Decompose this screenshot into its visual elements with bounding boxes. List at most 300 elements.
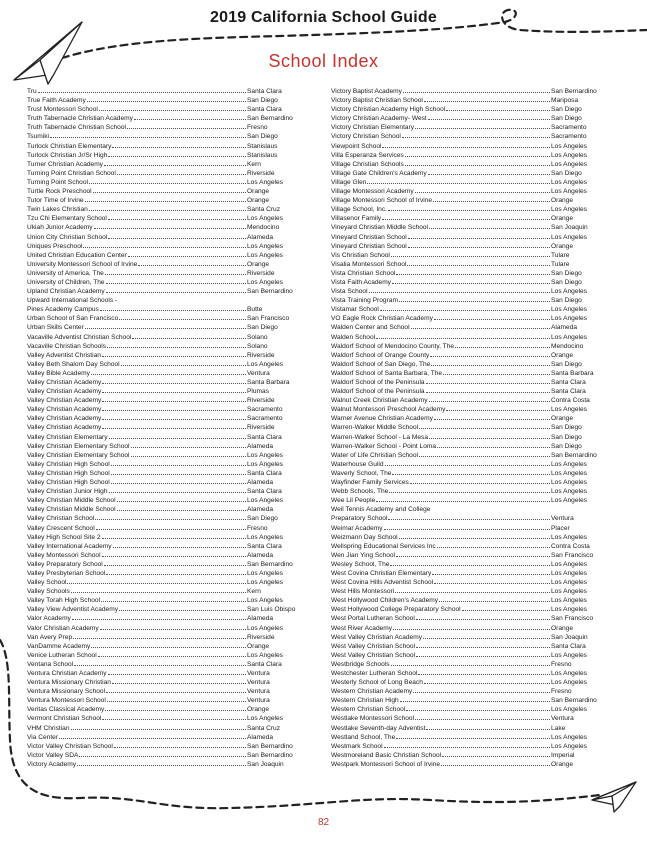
dot-leader	[380, 305, 550, 311]
dot-leader	[104, 160, 246, 166]
index-entry	[27, 442, 304, 451]
school-name: Turning Point School	[27, 178, 88, 186]
index-entry	[331, 724, 608, 733]
school-name: Walden School	[331, 333, 376, 341]
county-name: Los Angeles	[247, 178, 283, 186]
county-name: Los Angeles	[551, 579, 587, 587]
school-name: Tsumiki	[27, 133, 49, 141]
school-name: Turlock Christian Jr/Sr High	[27, 151, 108, 159]
dot-leader	[419, 451, 550, 457]
school-name: Waldorf School of Orange County	[331, 351, 430, 359]
dot-leader	[408, 242, 550, 248]
school-name: Westmark School	[331, 742, 383, 750]
dot-leader	[424, 96, 550, 102]
school-name: Vacaville Adventist Christian School	[27, 333, 132, 341]
dot-leader	[443, 369, 550, 375]
county-name: Alameda	[247, 506, 274, 514]
county-name: Los Angeles	[247, 579, 283, 587]
county-name: Los Angeles	[551, 460, 587, 468]
county-name: Sacramento	[247, 406, 283, 414]
school-name: Valley Christian Academy	[27, 388, 102, 396]
school-name: West Valley Christian Academy	[331, 633, 423, 641]
index-entry	[27, 714, 304, 723]
county-name: Los Angeles	[551, 306, 587, 314]
school-name: Turning Point Christian School	[27, 169, 116, 177]
index-entry	[331, 451, 608, 460]
dot-leader	[104, 560, 246, 566]
dot-leader	[429, 396, 550, 402]
school-name: Vista Training Program	[331, 297, 398, 305]
dot-leader	[392, 469, 550, 475]
index-entry	[27, 151, 304, 160]
county-name: San Francisco	[247, 315, 290, 323]
dot-leader	[100, 624, 246, 630]
index-entry	[27, 305, 304, 314]
index-entry	[27, 87, 304, 96]
school-name: Truth Tabernacle Christian School	[27, 124, 126, 132]
county-name: Ventura	[247, 688, 270, 696]
index-entry	[27, 478, 304, 487]
county-name: Los Angeles	[551, 160, 587, 168]
index-entry	[27, 342, 304, 351]
county-name: Los Angeles	[247, 497, 283, 505]
school-name: Valley Christian Elementary School	[27, 442, 130, 450]
county-name: San Joaquin	[551, 633, 588, 641]
school-name: Valley Preparatory School	[27, 560, 103, 568]
index-entry	[331, 624, 608, 633]
index-entry	[27, 242, 304, 251]
guide-title: 2019 California School Guide	[210, 9, 437, 26]
school-name: Preparatory School	[331, 515, 388, 523]
dot-leader	[128, 251, 246, 257]
dot-leader	[382, 142, 550, 148]
school-name: Valley View Adventist Academy	[27, 606, 119, 614]
index-entry	[27, 433, 304, 442]
school-name: Wee Lil People	[331, 497, 376, 505]
index-entry	[331, 469, 608, 478]
county-name: Santa Clara	[551, 388, 586, 396]
index-entry	[27, 669, 304, 678]
school-name: Valley Schools	[27, 588, 70, 596]
school-name: Veritas Classical Academy	[27, 706, 105, 714]
county-name: San Bernardino	[247, 115, 293, 123]
dot-leader	[102, 423, 246, 429]
school-name: Wayfinder Family Services	[331, 479, 409, 487]
index-entry	[27, 496, 304, 505]
index-entry	[331, 123, 608, 132]
index-entry	[331, 323, 608, 332]
dot-leader	[400, 696, 550, 702]
index-entry	[331, 687, 608, 696]
index-entry	[27, 760, 304, 769]
index-entry	[27, 524, 304, 533]
index-entry	[27, 387, 304, 396]
index-entry	[331, 669, 608, 678]
dot-leader	[441, 760, 550, 766]
index-entry	[27, 196, 304, 205]
index-entry	[331, 114, 608, 123]
dot-leader	[100, 305, 246, 311]
index-entry	[331, 478, 608, 487]
school-name: Vis Christian School	[331, 251, 390, 259]
school-name: Valley Christian High School	[27, 460, 110, 468]
school-name: Village Montessori Academy	[331, 188, 414, 196]
index-entry	[27, 205, 304, 214]
dot-leader	[437, 442, 550, 448]
county-name: Alameda	[551, 324, 578, 332]
index-entry	[331, 551, 608, 560]
school-name: Upward International Schools -	[27, 297, 118, 305]
index-entry	[331, 433, 608, 442]
dot-leader	[38, 87, 246, 93]
index-entry	[27, 542, 304, 551]
school-name: Valley Christian High School	[27, 479, 110, 487]
school-name: Valley Christian Middle School	[27, 506, 116, 514]
county-name: Alameda	[247, 615, 274, 623]
school-name: Walnut Creek Christian Academy	[331, 397, 428, 405]
dot-leader	[424, 678, 550, 684]
dot-leader	[102, 378, 246, 384]
dot-leader	[426, 378, 550, 384]
dot-leader	[72, 614, 246, 620]
dot-leader	[108, 233, 246, 239]
county-name: Imperial	[551, 751, 575, 759]
county-name: San Bernardino	[551, 697, 597, 705]
school-name: Weizmann Day School	[331, 533, 398, 541]
index-entry	[27, 333, 304, 342]
index-entry	[27, 414, 304, 423]
county-name: Orange	[551, 242, 573, 250]
school-name: Westland School, The	[331, 733, 396, 741]
county-name: Mendocino	[551, 342, 584, 350]
dot-leader	[446, 105, 550, 111]
school-name: Ventura Missionary School	[27, 688, 106, 696]
dot-leader	[91, 642, 246, 648]
school-name: Victory Christian School	[331, 133, 401, 141]
index-entry	[331, 260, 608, 269]
county-name: Los Angeles	[551, 406, 587, 414]
county-name: Riverside	[247, 424, 275, 432]
school-name: University of America, The	[27, 269, 104, 277]
index-entry	[331, 405, 608, 414]
dot-leader	[415, 123, 550, 129]
county-name: Orange	[551, 215, 573, 223]
county-name: Riverside	[247, 269, 275, 277]
county-name: Los Angeles	[247, 242, 283, 250]
index-entry	[27, 569, 304, 578]
dot-leader	[415, 714, 550, 720]
dot-leader	[426, 724, 550, 730]
county-name: Santa Cruz	[247, 206, 280, 214]
school-name: West Portal Lutheran School	[331, 615, 415, 623]
county-name: Los Angeles	[551, 651, 587, 659]
county-name: Los Angeles	[247, 651, 283, 659]
county-name: San Diego	[551, 269, 582, 277]
dot-leader	[106, 278, 246, 284]
dot-leader	[132, 333, 246, 339]
index-entry	[331, 496, 608, 505]
county-name: Mariposa	[551, 97, 579, 105]
school-name: Wellspring Educational Services Inc	[331, 542, 436, 550]
dot-leader	[446, 405, 550, 411]
index-entry	[27, 178, 304, 187]
dot-leader	[111, 469, 246, 475]
index-entry	[27, 469, 304, 478]
index-entry	[27, 132, 304, 141]
index-entry	[331, 132, 608, 141]
school-name: Valley Torah High School	[27, 597, 101, 605]
index-entry	[27, 123, 304, 132]
county-name: San Diego	[551, 442, 582, 450]
county-name: Contra Costa	[551, 397, 590, 405]
school-name: Wen Jian Ying School	[331, 551, 396, 559]
index-entry	[27, 114, 304, 123]
school-name: Victor Valley SDA	[27, 751, 79, 759]
index-entry	[27, 560, 304, 569]
school-name: Westmoreland Basic Christian School	[331, 751, 442, 759]
county-name: Los Angeles	[551, 742, 587, 750]
county-name: Los Angeles	[551, 488, 587, 496]
dot-leader	[119, 314, 246, 320]
school-name: Villa Esperanza Services	[331, 151, 404, 159]
index-entry	[27, 269, 304, 278]
dot-leader	[376, 333, 550, 339]
school-name: Valley Montessori School	[27, 551, 101, 559]
school-name: Vermont Christian School	[27, 715, 102, 723]
county-name: Solano	[247, 342, 268, 350]
index-entry	[331, 151, 608, 160]
county-name: San Bernardino	[247, 288, 293, 296]
index-entry	[27, 233, 304, 242]
dot-leader	[98, 651, 246, 657]
school-name: Webb Schools, The	[331, 488, 389, 496]
index-entry	[27, 160, 304, 169]
index-entry	[27, 505, 304, 514]
county-name: Ventura	[247, 697, 270, 705]
index-entry	[331, 169, 608, 178]
county-name: Fresno	[551, 688, 572, 696]
county-name: Los Angeles	[551, 560, 587, 568]
index-entry	[27, 214, 304, 223]
school-name: Ventura Montessori School	[27, 697, 106, 705]
dot-leader	[426, 387, 550, 393]
dot-leader	[127, 123, 246, 129]
school-name: Valor Academy	[27, 615, 71, 623]
school-name: Waldorf School of the Peninsula	[331, 388, 425, 396]
index-entry	[27, 487, 304, 496]
county-name: Los Angeles	[551, 188, 587, 196]
dot-leader	[114, 742, 246, 748]
county-name: Plumas	[247, 388, 269, 396]
county-name: Santa Clara	[247, 88, 282, 95]
index-entry	[331, 287, 608, 296]
county-name: Los Angeles	[551, 606, 587, 614]
index-entry	[331, 714, 608, 723]
county-name: Los Angeles	[247, 624, 283, 632]
index-entry	[27, 314, 304, 323]
county-name: Los Angeles	[551, 288, 587, 296]
county-name: Orange	[551, 760, 573, 768]
dot-leader	[395, 587, 550, 593]
index-entry	[331, 360, 608, 369]
index-entry	[331, 505, 608, 514]
school-name: Valley Christian Academy	[27, 415, 102, 423]
school-name: Ventura Missionary Christian	[27, 679, 111, 687]
school-name: Westchester Lutheran School	[331, 670, 418, 677]
dot-leader	[109, 487, 246, 493]
school-name: Victory Christian Academy- West	[331, 115, 427, 123]
dot-leader	[102, 714, 246, 720]
school-name: Valley Christian Middle School	[27, 497, 116, 505]
school-name: Valley Christian Academy	[27, 379, 102, 386]
county-name: Alameda	[247, 233, 274, 241]
index-entry	[331, 651, 608, 660]
school-name: Turner Christian Academy	[27, 160, 103, 168]
dot-leader	[403, 87, 550, 93]
school-name: Turlock Christian Elementary	[27, 142, 112, 150]
school-name: Walden Center and School	[331, 324, 410, 332]
school-name: Ukiah Junior Academy	[27, 224, 93, 232]
dot-leader	[419, 423, 550, 429]
dot-leader	[390, 560, 550, 566]
index-entry	[331, 578, 608, 587]
school-name: Westlake Seventh-day Adventist	[331, 724, 426, 732]
index-entry	[27, 724, 304, 733]
dot-leader	[89, 205, 246, 211]
dot-leader	[71, 724, 246, 730]
school-name: Valley Bible Academy	[27, 369, 90, 377]
dot-leader	[391, 251, 550, 257]
school-name: West Hollywood College Preparatory School	[331, 606, 461, 614]
dot-leader	[408, 233, 550, 239]
dot-leader	[138, 260, 246, 266]
county-name: Santa Clara	[247, 106, 282, 114]
dot-leader	[388, 514, 550, 520]
county-name: Fresno	[551, 660, 572, 668]
county-name: Santa Clara	[247, 488, 282, 496]
dot-leader	[376, 496, 550, 502]
index-entry	[27, 142, 304, 151]
school-name: Vineyard Christian School	[331, 242, 407, 250]
index-entry	[331, 187, 608, 196]
county-name: Los Angeles	[551, 733, 587, 741]
county-name: Los Angeles	[551, 469, 587, 477]
school-name: Valley Christian Academy	[27, 406, 102, 414]
dot-leader	[112, 142, 246, 148]
county-name: Sacramento	[551, 133, 587, 141]
dot-leader	[416, 651, 550, 657]
index-entry	[27, 96, 304, 105]
school-name: Waverly School, The	[331, 469, 392, 477]
dot-leader	[399, 533, 550, 539]
school-name: VO Eagle Rock Christian Academy	[331, 315, 433, 323]
index-entry	[331, 223, 608, 232]
index-entry	[331, 378, 608, 387]
index-entry	[331, 696, 608, 705]
index-entry	[331, 460, 608, 469]
dot-leader	[111, 460, 246, 466]
school-name: Tutor Time of Irvine	[27, 197, 84, 205]
dot-leader	[121, 360, 246, 366]
dot-leader	[416, 642, 550, 648]
dot-leader	[111, 478, 246, 484]
dot-leader	[434, 414, 550, 420]
index-entry	[331, 733, 608, 742]
county-name: Los Angeles	[551, 569, 587, 577]
county-name: Orange	[247, 197, 269, 205]
index-entry	[331, 160, 608, 169]
county-name: Santa Cruz	[247, 724, 280, 732]
index-entry	[331, 269, 608, 278]
county-name: San Diego	[551, 115, 582, 123]
county-name: San Diego	[551, 433, 582, 441]
school-name: Victory Academy	[27, 760, 76, 768]
dot-leader	[131, 442, 247, 448]
school-name: Weimar Academy	[331, 524, 383, 532]
school-name: Victor Valley Christian School	[27, 742, 113, 750]
dot-leader	[382, 214, 550, 220]
county-name: Ventura	[247, 670, 270, 677]
dot-leader	[389, 487, 550, 493]
county-name: Tulare	[551, 260, 570, 268]
dot-leader	[406, 705, 550, 711]
dot-leader	[396, 733, 550, 739]
school-name: Warren-Walker School - La Mesa	[331, 433, 428, 441]
county-name: Ventura	[247, 679, 270, 687]
county-name: Riverside	[247, 633, 275, 641]
school-name: Westbridge Schools	[331, 660, 390, 668]
dot-leader	[407, 260, 550, 266]
school-name: Western Christian School	[331, 706, 406, 714]
index-entry	[27, 605, 304, 614]
county-name: Orange	[551, 624, 573, 632]
dot-leader	[108, 669, 246, 675]
school-name: Victory Baptist Christian School	[331, 97, 423, 105]
index-entry	[27, 687, 304, 696]
school-name: Westlake Montessori School	[331, 715, 415, 723]
school-name: Valley Christian High School	[27, 469, 110, 477]
index-entry	[27, 624, 304, 633]
index-entry	[331, 751, 608, 760]
dot-leader	[108, 214, 246, 220]
county-name: Kern	[247, 588, 261, 596]
school-name: Waldorf School of Mendocino County, The	[331, 342, 455, 350]
dot-leader	[399, 296, 550, 302]
county-name: Los Angeles	[247, 215, 283, 223]
county-name: Los Angeles	[551, 151, 587, 159]
school-name: Waldorf School of San Diego, The	[331, 360, 431, 368]
school-name: Turtle Rock Preschool	[27, 188, 92, 196]
dot-leader	[432, 569, 550, 575]
dot-leader	[396, 551, 550, 557]
county-name: Solano	[247, 333, 268, 341]
county-name: San Diego	[551, 424, 582, 432]
dot-leader	[87, 96, 246, 102]
school-name: West Valley Christian School	[331, 651, 416, 659]
dot-leader	[411, 323, 550, 329]
school-name: West Covina Hills Adventist School	[331, 579, 434, 587]
school-name: Vista School	[331, 288, 368, 296]
school-name: Truth Tabernacle Christian Academy	[27, 115, 133, 123]
school-name: Twin Lakes Christian	[27, 206, 88, 214]
school-name: Valley Christian Junior High	[27, 488, 108, 496]
county-name: Ventura	[551, 515, 574, 523]
dot-leader	[369, 287, 550, 293]
dot-leader	[59, 733, 246, 739]
dot-leader	[105, 269, 246, 275]
index-entry	[27, 296, 304, 305]
index-entry	[27, 396, 304, 405]
